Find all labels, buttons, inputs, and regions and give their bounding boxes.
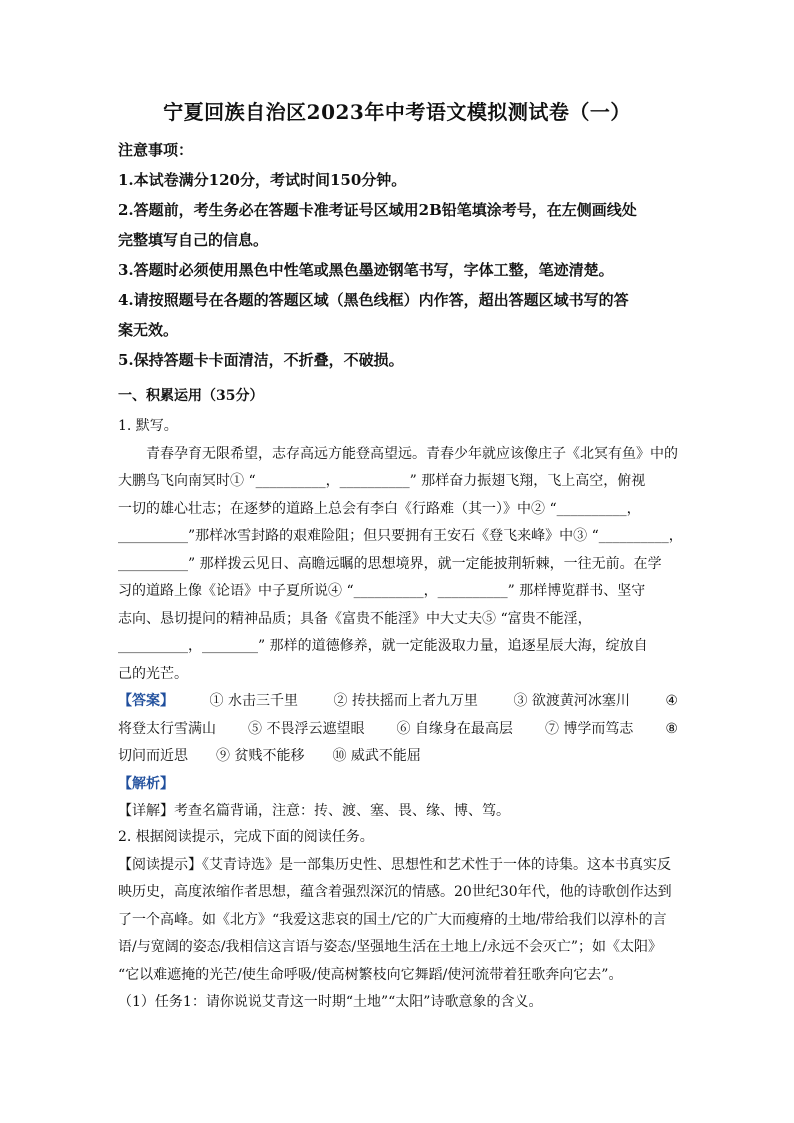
notice-line: 3.答题时必须使用黑色中性笔或黑色墨迹钢笔书写，字体工整，笔迹清楚。: [118, 261, 614, 279]
question-text-line: __________，________” 那样的道德修养，就一定能汲取力量，追逐星辰大海，绽放自: [118, 638, 648, 654]
answer-item: ⑩ 威武不能屈: [332, 748, 421, 764]
question-text-line: 青春孕育无限希望，志存高远方能登高望远。青春少年就应该像庄子《北冥有鱼》中的: [146, 445, 678, 462]
answer-item: ⑦ 博学而笃志: [544, 720, 634, 737]
task-line: （1）任务1：请你说说艾青这一时期“土地”“太阳”诗歌意象的含义。: [118, 994, 543, 1010]
question-text-line: 己的光芒。: [118, 665, 188, 682]
question-2: [118, 824, 678, 1017]
answer-item: ① 水击三千里: [209, 693, 298, 709]
answer-item: 将登太行雪满山: [118, 720, 216, 737]
question-label: 2. 根据阅读提示，完成下面的阅读任务。: [118, 829, 374, 845]
reading-hint-line: 语/与宽阔的姿态/我相信这言语与姿态/坚强地生活在土地上/永远不会灭亡”；如《太阳》: [118, 939, 663, 955]
analysis-tag: 【解析】: [118, 775, 174, 792]
reading-hint-line: 了一个高峰。如《北方》“我爱这悲哀的国土/它的广大而瘦瘠的土地/带给我们以淳朴的言: [118, 911, 667, 928]
question-text-line: 大鹏鸟飞向南冥时① “__________，__________” 那样奋力振翅飞翔，飞上高空，俯视: [118, 473, 646, 489]
answer-tag: 【答案】: [118, 693, 174, 709]
answer-item: ④: [665, 693, 678, 709]
reading-hint-line: 【阅读提示】《艾青诗选》是一部集历史性、思想性和艺术性于一体的诗集。这本书真实反: [118, 856, 671, 873]
answer-row: [118, 716, 678, 744]
answer-item: ⑧: [665, 720, 678, 737]
notice-line: 案无效。: [118, 321, 179, 339]
notice-section: [118, 135, 678, 375]
notice-line: 1.本试卷满分120分，考试时间150分钟。: [118, 171, 407, 189]
section-heading: 一、积累运用（35分）: [118, 388, 264, 404]
question-text-line: __________”那样冰雪封路的艰难险阻；但只要拥有王安石《登飞来峰》中③ “__________，: [118, 528, 683, 544]
answer-item: ⑥ 自缘身在最高层: [396, 720, 513, 737]
notice-line: 5.保持答题卡卡面清洁，不折叠，不破损。: [118, 351, 404, 369]
question-text-line: 志向、恳切提问的精神品质；具备《富贵不能淫》中大丈夫⑤ “富贵不能淫，: [118, 610, 592, 627]
detail-line: 【详解】考查名篇背诵，注意：抟、渡、塞、畏、缘、博、笃。: [118, 803, 510, 819]
question-label: 1. 默写。: [118, 418, 178, 434]
notice-heading: 注意事项：: [118, 141, 194, 159]
question-text-line: 一切的雄心壮志；在逐梦的道路上总会有李白《行路难（其一）》中② “__________，: [118, 500, 641, 517]
answer-item: ② 抟扶摇而上者九万里: [333, 693, 478, 709]
answer-row: [118, 743, 678, 771]
notice-line: 完整填写自己的信息。: [118, 231, 269, 249]
answer-item: 切问而近思: [118, 748, 188, 764]
question-1: [118, 413, 683, 826]
question-text-line: __________” 那样拨云见日、高瞻远瞩的思想境界，就一定能披荆斩棘，一往无前。在学: [118, 555, 662, 572]
notice-line: 2.答题前，考生务必在答题卡准考证号区域用2B铅笔填涂考号，在左侧画线处: [118, 201, 637, 219]
page-title: 宁夏回族自治区2023年中考语文模拟测试卷（一）: [163, 100, 631, 124]
reading-hint-line: 映历史，高度浓缩作者思想，蕴含着强烈深沉的情感。20世纪30年代，他的诗歌创作达到: [118, 884, 672, 900]
notice-line: 4.请按照题号在各题的答题区域（黑色线框）内作答，超出答题区域书写的答: [118, 291, 629, 309]
answer-item: ③ 欲渡黄河冰塞川: [513, 693, 630, 709]
question-text-line: 习的道路上像《论语》中子夏所说④ “__________，__________” 那样博览群书、坚守: [118, 583, 646, 599]
answer-item: ⑤ 不畏浮云遮望眼: [248, 720, 365, 737]
answer-item: ⑨ 贫贱不能移: [216, 748, 305, 764]
reading-hint-line: “它以难遮掩的光芒/使生命呼吸/使高树繁枝向它舞蹈/使河流带着狂歌奔向它去”。: [118, 966, 623, 983]
answer-row: [118, 688, 678, 716]
